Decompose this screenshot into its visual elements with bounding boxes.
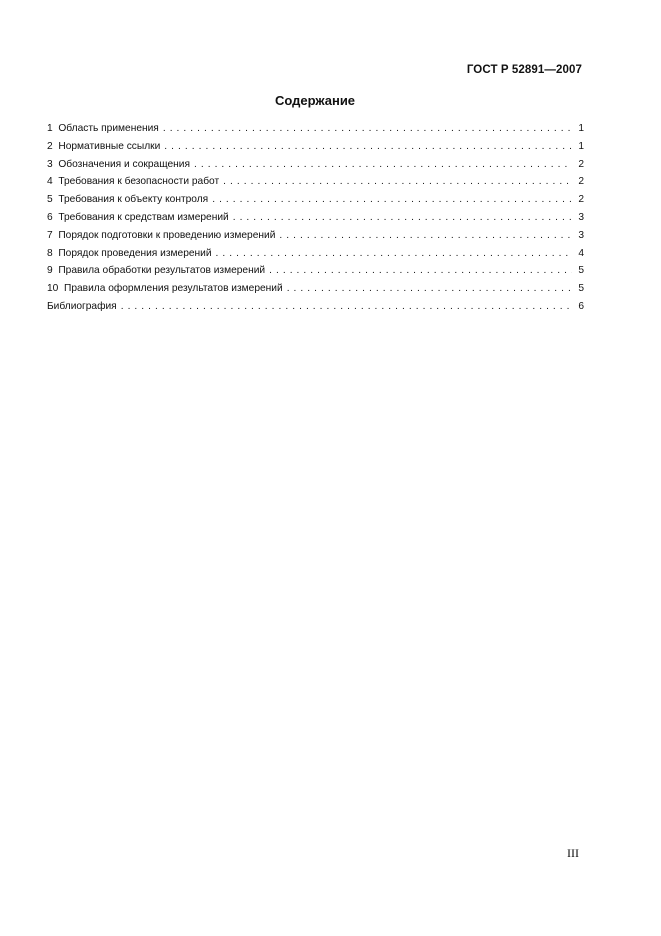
toc-entry-number: 9 — [47, 265, 53, 277]
toc-leader-dots — [121, 298, 572, 316]
toc-entry-page: 4 — [578, 247, 584, 259]
toc-entry[interactable] — [47, 280, 584, 298]
toc-title: Содержание — [274, 93, 356, 108]
toc-entry[interactable] — [47, 191, 584, 209]
toc-entry-title: Библиография — [47, 300, 117, 312]
toc-entry-title: Обозначения и сокращения — [58, 158, 190, 170]
toc-leader-dots — [287, 280, 572, 298]
toc-leader-dots — [163, 120, 572, 138]
toc-leader-dots — [233, 209, 572, 227]
toc-entry-title: Порядок подготовки к проведению измерений — [58, 229, 276, 241]
toc-entry-number: 10 — [47, 283, 59, 295]
toc-entry-number: 6 — [47, 211, 53, 223]
toc-entry[interactable] — [47, 156, 584, 174]
table-of-contents — [47, 120, 584, 316]
toc-entry-page: 6 — [578, 300, 584, 312]
toc-entry-title: Нормативные ссылки — [58, 140, 161, 152]
document-code: ГОСТ Р 52891—2007 — [466, 64, 582, 76]
toc-entry-page: 3 — [578, 211, 584, 223]
toc-entry-number: 7 — [47, 229, 53, 241]
toc-entry-page: 5 — [578, 265, 584, 277]
toc-entry-number: 5 — [47, 194, 53, 206]
toc-entry[interactable] — [47, 120, 584, 138]
toc-entry-title: Область применения — [58, 123, 159, 134]
toc-entry-title: Требования к безопасности работ — [58, 176, 220, 188]
toc-entry-page: 2 — [578, 158, 584, 170]
toc-entry-number: 2 — [47, 140, 53, 152]
toc-entry-page: 3 — [578, 229, 584, 241]
toc-entry[interactable] — [47, 138, 584, 156]
toc-entry[interactable] — [47, 245, 584, 263]
toc-entry[interactable] — [47, 227, 584, 245]
toc-entry-title: Требования к объекту контроля — [58, 194, 209, 206]
toc-entry-title: Правила обработки результатов измерений — [58, 265, 266, 277]
toc-entry[interactable] — [47, 173, 584, 191]
page-number: III — [567, 846, 579, 860]
toc-entry-page: 2 — [578, 194, 584, 206]
toc-entry-title: Правила оформления результатов измерений — [64, 283, 283, 295]
toc-leader-dots — [279, 227, 572, 245]
toc-entry-page: 2 — [578, 176, 584, 188]
toc-entry[interactable] — [47, 262, 584, 280]
toc-entry-bibliography[interactable] — [47, 298, 584, 316]
toc-entry-page: 1 — [578, 123, 584, 134]
toc-entry-number: 3 — [47, 158, 53, 170]
toc-leader-dots — [216, 245, 572, 263]
toc-leader-dots — [164, 138, 572, 156]
toc-leader-dots — [269, 262, 572, 280]
toc-entry-title: Порядок проведения измерений — [58, 247, 212, 259]
toc-entry[interactable] — [47, 209, 584, 227]
toc-leader-dots — [223, 173, 572, 191]
toc-leader-dots — [212, 191, 572, 209]
toc-leader-dots — [194, 156, 572, 174]
toc-entry-page: 1 — [578, 140, 584, 152]
toc-entry-number: 4 — [47, 176, 53, 188]
toc-entry-number: 8 — [47, 247, 53, 259]
toc-entry-title: Требования к средствам измерений — [58, 211, 229, 223]
toc-entry-page: 5 — [578, 283, 584, 295]
toc-entry-number: 1 — [47, 123, 53, 134]
